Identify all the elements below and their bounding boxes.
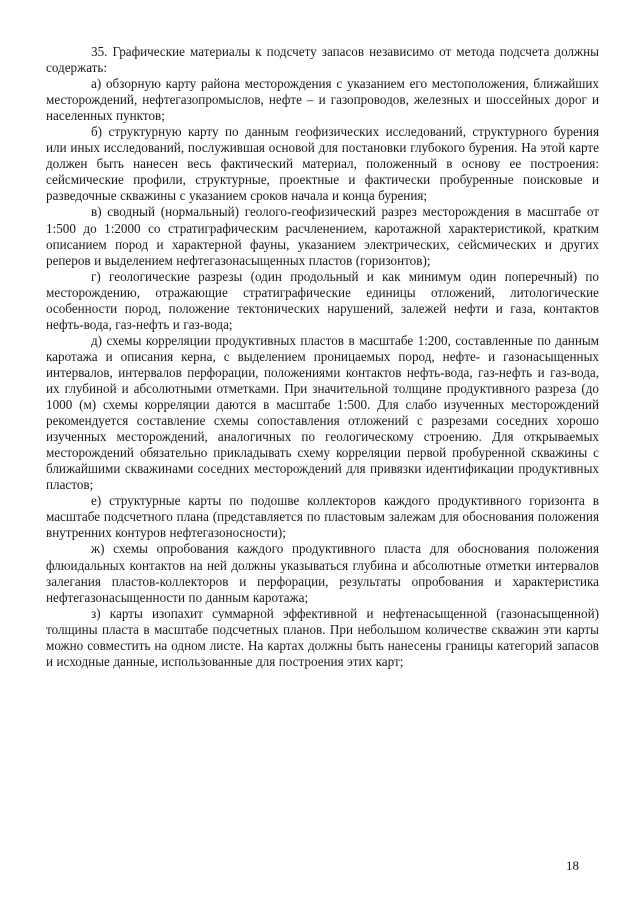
document-body (46, 44, 599, 670)
paragraph-item-a: а) обзорную карту района месторождения с указанием его местоположения, ближайших месторождений, нефтегазопромыслов, нефте – и газопроводов, железных и шоссейных дорог и населенных пунктов; (46, 76, 599, 124)
paragraph-item-z: з) карты изопахит суммарной эффективной и нефтенасыщенной (газонасыщенной) толщины пласта в масштабе подсчетных планов. При небольшом количестве скважин эти карты можно совместить на одном листе. На картах должны быть нанесены границы категорий запасов и исходные данные, использованные для построения этих карт; (46, 605, 599, 669)
paragraph-item-v: в) сводный (нормальный) геолого-геофизический разрез месторождения в масштабе от 1:500 до 1:2000 со стратиграфическим расчленением, каротажной характеристикой, кратким описанием пород и характерной фауны, указанием электрических, сейсмических и других реперов и выделением нефтегазонасыщенных пластов (горизонтов); (46, 204, 599, 268)
paragraph-item-zh: ж) схемы опробования каждого продуктивного пласта для обоснования положения флюидальных контактов на ней должны указываться глубина и абсолютные отметки интервалов залегания пластов-коллекторов и перфорации, результаты опробования и характеристика нефтегазонасыщенности по данным каротажа; (46, 541, 599, 605)
page-number: 18 (566, 858, 579, 873)
paragraph-35-intro: 35. Графические материалы к подсчету запасов независимо от метода подсчета должны содержать: (46, 44, 599, 76)
paragraph-item-g: г) геологические разрезы (один продольный и как минимум один поперечный) по месторождению, отражающие стратиграфические единицы отложений, литологические особенности пород, положение тектонических нарушений, залежей нефти и газа, контактов нефть-вода, газ-нефть и газ-вода; (46, 268, 599, 332)
paragraph-item-d: д) схемы корреляции продуктивных пластов в масштабе 1:200, составленные по данным каротажа и описания керна, с выделением проницаемых пород, нефте- и газонасыщенных интервалов, интервалов перфорации, положениями контактов нефть-вода, газ-нефть и газ-вода, их глубиной и абсолютными отметками. При значительной толщине продуктивного разреза (до 1000 (м) схемы корреляции даются в масштабе 1:500. Для слабо изученных месторождений рекомендуется составление схемы сопоставления отложений с разрезами соседних хорошо изученных месторождений, аналогичных по геологическому строению. Для открываемых месторождений обязательно прикладывать схему корреляции первой пробуренной скважины с ближайшими скважинами соседних месторождений для привязки идентификации продуктивных пластов; (46, 332, 599, 493)
paragraph-item-e: е) структурные карты по подошве коллекторов каждого продуктивного горизонта в масштабе подсчетного плана (представляется по пластовым залежам для обоснования положения внутренних контуров нефтегазоносности); (46, 493, 599, 541)
paragraph-item-b: б) структурную карту по данным геофизических исследований, структурного бурения или иных исследований, послужившая основой для постановки глубокого бурения. На этой карте должен быть нанесен весь фактический материал, положенный в основу ее построения: сейсмические профили, структурные, проектные и фактически пробуренные поисковые и разведочные скважины с указанием сроков начала и конца бурения; (46, 124, 599, 204)
